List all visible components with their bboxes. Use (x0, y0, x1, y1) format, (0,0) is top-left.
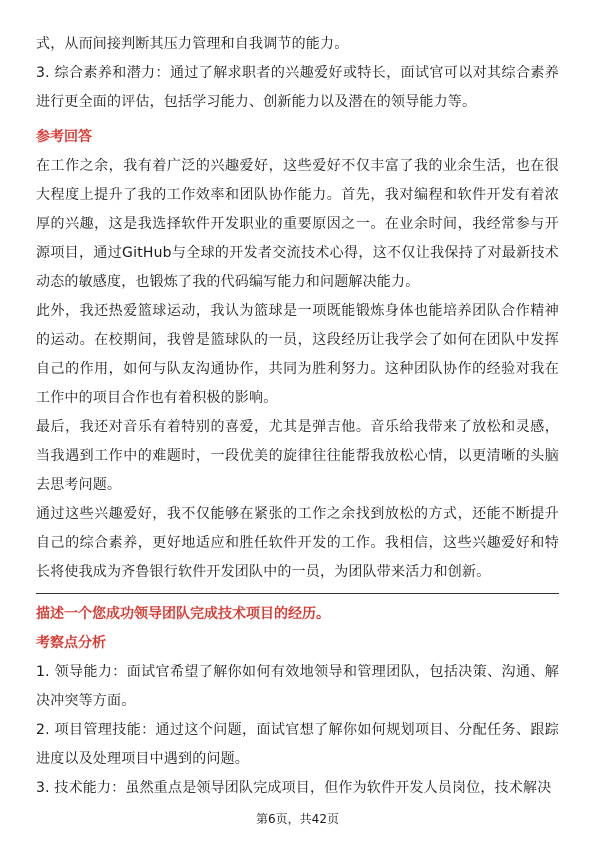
analysis-point-3: 3. 综合素养和潜力：通过了解求职者的兴趣爱好或特长，面试官可以对其综合素养进行更全面的评估，包括学习能力、创新能力以及潜在的领导能力等。 (36, 65, 559, 110)
page-number-footer: 第6页，共42页 (256, 812, 339, 826)
answer-paragraph-3: 最后，我还对音乐有着特别的喜爱，尤其是弹吉他。音乐给我带来了放松和灵感，当我遇到工作中的难题时，一段优美的旋律往往能帮我放松心情，以更清晰的头脑去思考问题。 (36, 419, 559, 493)
analysis-heading: 考察点分析 (36, 635, 106, 651)
question-title: 描述一个您成功领导团队完成技术项目的经历。 (36, 606, 330, 622)
previous-analysis-continued (36, 30, 559, 117)
analysis-point-2: 2. 项目管理技能：通过这个问题，面试官想了解你如何规划项目、分配任务、跟踪进度以及处理项目中遇到的问题。 (36, 722, 559, 767)
analysis-point-3-truncated: 3. 技术能力：虽然重点是领导团队完成项目，但作为软件开发人员岗位，技术解决 (36, 780, 552, 796)
page-content (36, 30, 559, 803)
answer-paragraph-4: 通过这些兴趣爱好，我不仅能够在紧张的工作之余找到放松的方式，还能不断提升自己的综合素养，更好地适应和胜任软件开发的工作。我相信，这些兴趣爱好和特长将使我成为齐鲁银行软件开发团队中的一员，为团队带来活力和创新。 (36, 506, 559, 580)
reference-answer-heading: 参考回答 (36, 129, 92, 145)
analysis-point-1: 1. 领导能力：面试官希望了解你如何有效地领导和管理团队，包括决策、沟通、解决冲突等方面。 (36, 664, 559, 709)
answer-paragraph-2: 此外，我还热爱篮球运动，我认为篮球是一项既能锻炼身体也能培养团队合作精神的运动。在校期间，我曾是篮球队的一员，这段经历让我学会了如何在团队中发挥自己的作用，如何与队友沟通协作，共同为胜利努力。这种团队协作的经验对我在工作中的项目合作也有着积极的影响。 (36, 303, 559, 406)
analysis-point-2-continued: 式，从而间接判断其压力管理和自我调节的能力。 (36, 36, 349, 52)
answer-paragraph-1: 在工作之余，我有着广泛的兴趣爱好，这些爱好不仅丰富了我的业余生活，也在很大程度上提升了我的工作效率和团队协作能力。首先，我对编程和软件开发有着浓厚的兴趣，这是我选择软件开发职业的重要原因之一。在业余时间，我经常参与开源项目，通过GitHub与全球的开发者交流技术心得，这不仅让我保持了对最新技术动态的敏感度，也锻炼了我的代码编写能力和问题解决能力。 (36, 158, 559, 290)
section-divider (36, 593, 559, 594)
reference-answer-section (36, 123, 559, 587)
next-question-section (36, 600, 559, 803)
